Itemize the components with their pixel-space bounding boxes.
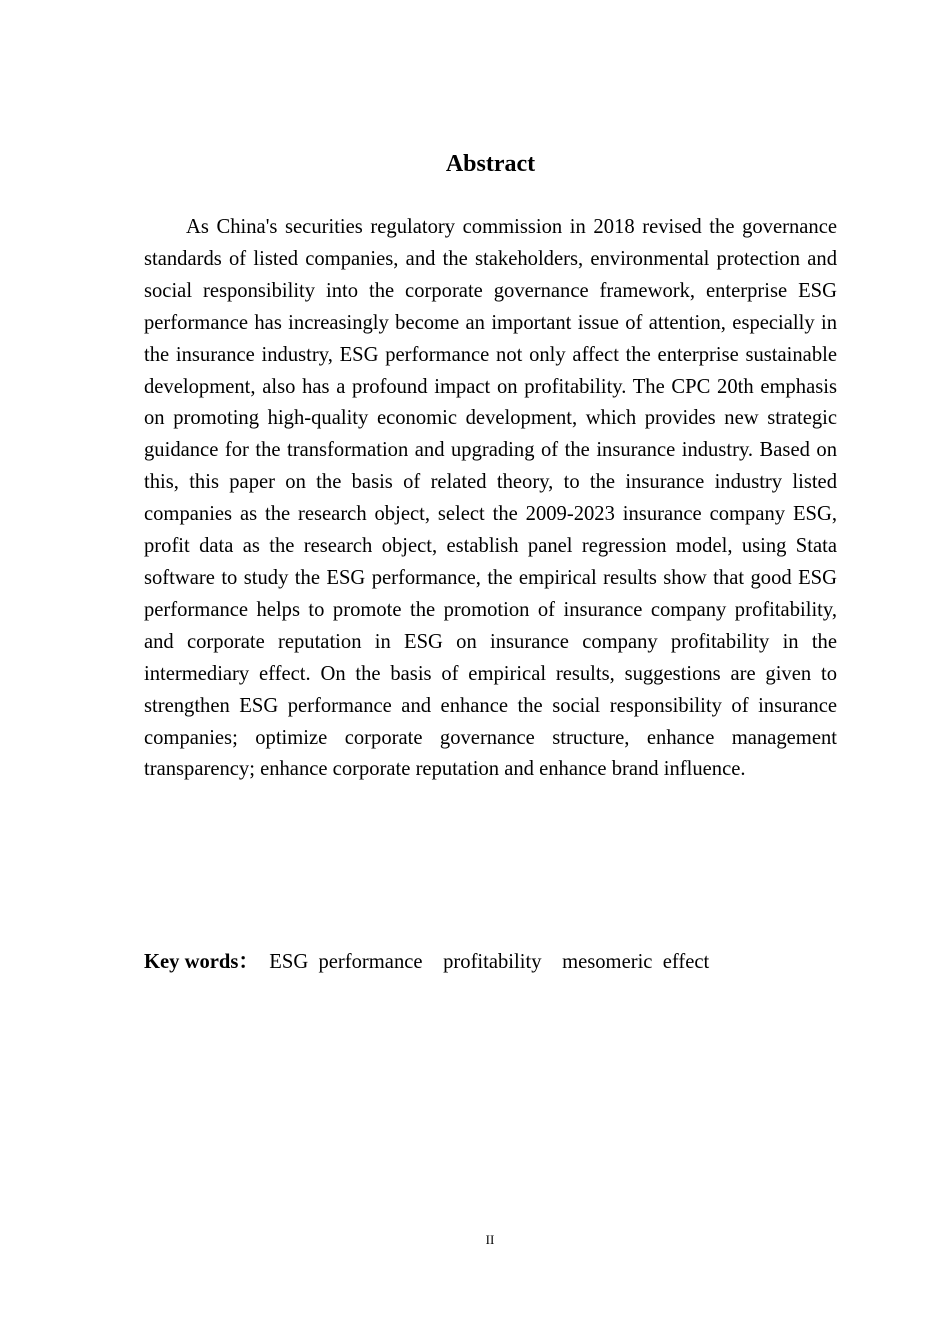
abstract-body: As China's securities regulatory commission in 2018 revised the governance standards of listed companies, and the stakeholders, environmental protection and social responsibility into the corporate governance framework, enterprise ESG performance has increasingly become an important issue of attention, especially in the insurance industry, ESG performance not only affect the enterprise sustainable development, also has a profound impact on profitability. The CPC 20th emphasis on promoting high-quality economic development, which provides new strategic guidance for the transformation and upgrading of the insurance industry. Based on this, this paper on the basis of related theory, to the insurance industry listed companies as the research object, select the 2009-2023 insurance company ESG, profit data as the research object, establish panel regression model, using Stata software to study the ESG performance, the empirical results show that good ESG performance helps to promote the promotion of insurance company profitability, and corporate reputation in ESG on insurance company profitability in the intermediary effect. On the basis of empirical results, suggestions are given to strengthen ESG performance and enhance the social responsibility of insurance companies; optimize corporate governance structure, enhance management transparency; enhance corporate reputation and enhance brand influence. [144,216,837,781]
page-number: II [485,1232,495,1247]
keywords-label: Key words： [144,951,259,973]
keywords-line [144,946,837,978]
abstract-title: Abstract [445,151,536,177]
keywords-values: ESG performance profitability mesomeric effect [258,951,710,973]
